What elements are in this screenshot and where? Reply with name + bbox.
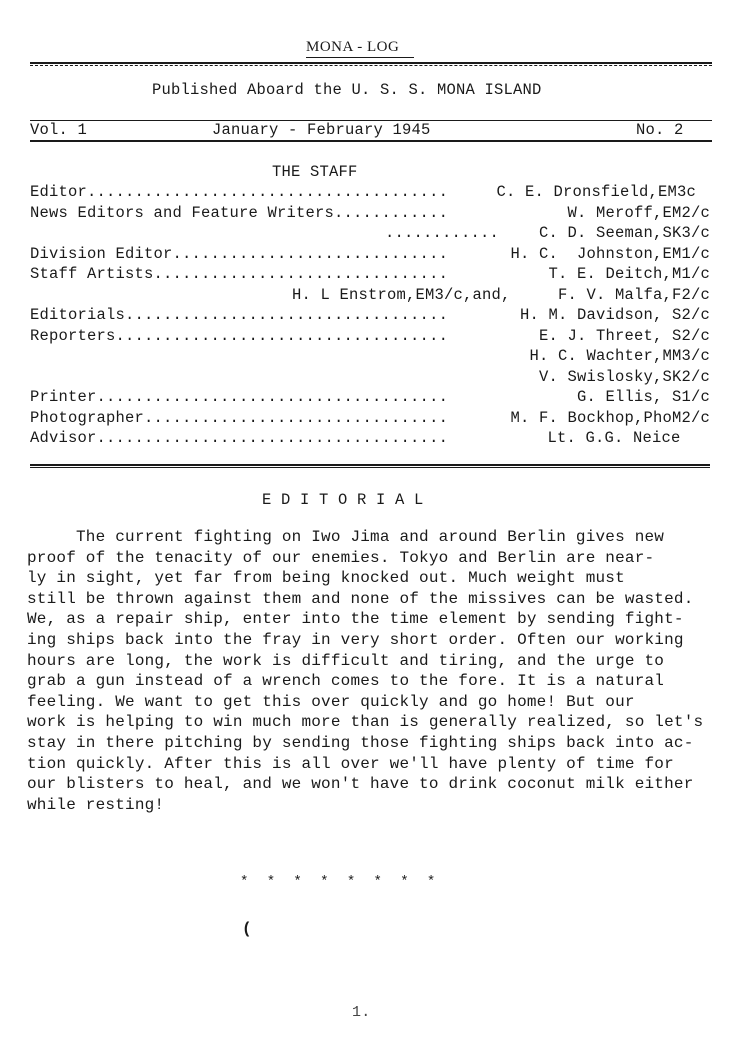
staff-label: Division Editor............................. — [30, 244, 449, 263]
editorial-line: still be thrown against them and none of the missives can be wasted. — [27, 589, 694, 608]
editorial-line: tion quickly. After this is all over we'll have plenty of time for — [27, 754, 674, 773]
staff-heading: THE STAFF — [272, 163, 358, 181]
staff-name: F. V. Malfa,F2/c — [557, 285, 710, 304]
masthead-dashed-rule — [30, 65, 712, 66]
issue-date: January - February 1945 — [212, 121, 431, 139]
editorial-line: ly in sight, yet far from being knocked out. Much weight must — [27, 569, 625, 588]
issue-line-bottom-rule — [30, 140, 712, 142]
editorial-line: The current fighting on Iwo Jima and around Berlin gives new — [27, 528, 665, 546]
editorial-line: We, as a repair ship, enter into the time element by sending fight- — [27, 610, 684, 629]
staff-row-editorials — [30, 306, 710, 327]
staff-name: C. E. Dronsfield,EM3c — [496, 183, 696, 201]
masthead-title-underline — [306, 57, 414, 58]
issue-number: No. 2 — [636, 121, 684, 139]
staff-name: E. J. Threet, S2/c — [538, 326, 710, 345]
masthead-subtitle: Published Aboard the U. S. S. MONA ISLAND — [152, 81, 542, 99]
editorial-line: while resting! — [27, 795, 165, 814]
editorial-line: feeling. We want to get this over quickly and go home! But our — [27, 692, 635, 711]
staff-dots: ............ — [385, 224, 500, 242]
staff-row-reporters-3 — [30, 368, 710, 389]
staff-name: H. C. Johnston,EM1/c — [510, 244, 710, 263]
editorial-line: proof of the tenacity of our enemies. Tokyo and Berlin are near- — [27, 548, 655, 567]
staff-row-news-editors — [30, 204, 710, 225]
staff-name: M. F. Bockhop,PhoM2/c — [510, 408, 710, 427]
editorial-heading: E D I T O R I A L — [262, 491, 424, 509]
editorial-line: work is helping to win much more than is generally realized, so let's — [27, 713, 704, 732]
staff-label: Editorials.................................. — [30, 306, 449, 324]
staff-label: Advisor..................................... — [30, 429, 449, 447]
staff-label: Staff Artists............................... — [30, 265, 449, 283]
staff-name: G. Ellis, S1/c — [576, 388, 710, 406]
staff-row-editor — [30, 183, 710, 204]
staff-name: Lt. G.G. Neice — [547, 429, 690, 447]
staff-label: Editor...................................... — [30, 183, 449, 201]
editorial-line: hours are long, the work is difficult and tiring, and the urge to — [27, 651, 665, 670]
staff-row-reporters — [30, 327, 710, 348]
staff-row-printer — [30, 388, 710, 409]
staff-label: News Editors and Feature Writers............ — [30, 203, 449, 222]
staff-row-advisor — [30, 429, 710, 450]
staff-label: Printer..................................... — [30, 388, 449, 406]
page-number: 1. — [352, 1004, 371, 1021]
masthead-title: MONA - LOG — [306, 39, 400, 55]
staff-name: V. Swislosky,SK2/c — [538, 367, 710, 386]
staff-row-staff-artists-cont — [30, 286, 710, 307]
editorial-line: stay in there pitching by sending those fighting ships back into ac- — [27, 734, 694, 752]
staff-row-staff-artists — [30, 265, 710, 286]
staff-row-reporters-2 — [30, 347, 710, 368]
editorial-line: our blisters to heal, and we won't have to drink coconut milk either — [27, 775, 694, 794]
staff-name: T. E. Deitch,M1/c — [548, 265, 710, 283]
staff-bottom-rule-2 — [30, 467, 710, 468]
staff-row-photographer — [30, 409, 710, 430]
volume-label: Vol. 1 — [30, 121, 88, 139]
masthead-top-rule — [30, 62, 712, 64]
staff-row-feature-writers — [30, 224, 710, 245]
staff-label: Photographer................................ — [30, 408, 449, 427]
staff-name: W. Meroff,EM2/c — [567, 203, 710, 222]
staff-name: H. L Enstrom,EM3/c,and, — [292, 285, 511, 304]
staff-label: Reporters................................... — [30, 326, 449, 345]
issue-line-top-rule — [30, 120, 712, 121]
staff-name: H. C. Wachter,MM3/c — [529, 347, 710, 365]
staff-bottom-rule — [30, 464, 710, 466]
editorial-line: grab a gun instead of a wrench comes to the fore. It is a natural — [27, 672, 665, 691]
staff-row-division-editor — [30, 245, 710, 266]
editorial-line: ing ships back into the fray in very short order. Often our working — [27, 631, 684, 649]
stray-mark: ( — [242, 920, 252, 938]
section-divider-stars: * * * * * * * * — [240, 874, 436, 890]
staff-name: H. M. Davidson, S2/c — [519, 306, 710, 324]
staff-name: C. D. Seeman,SK3/c — [538, 224, 710, 242]
